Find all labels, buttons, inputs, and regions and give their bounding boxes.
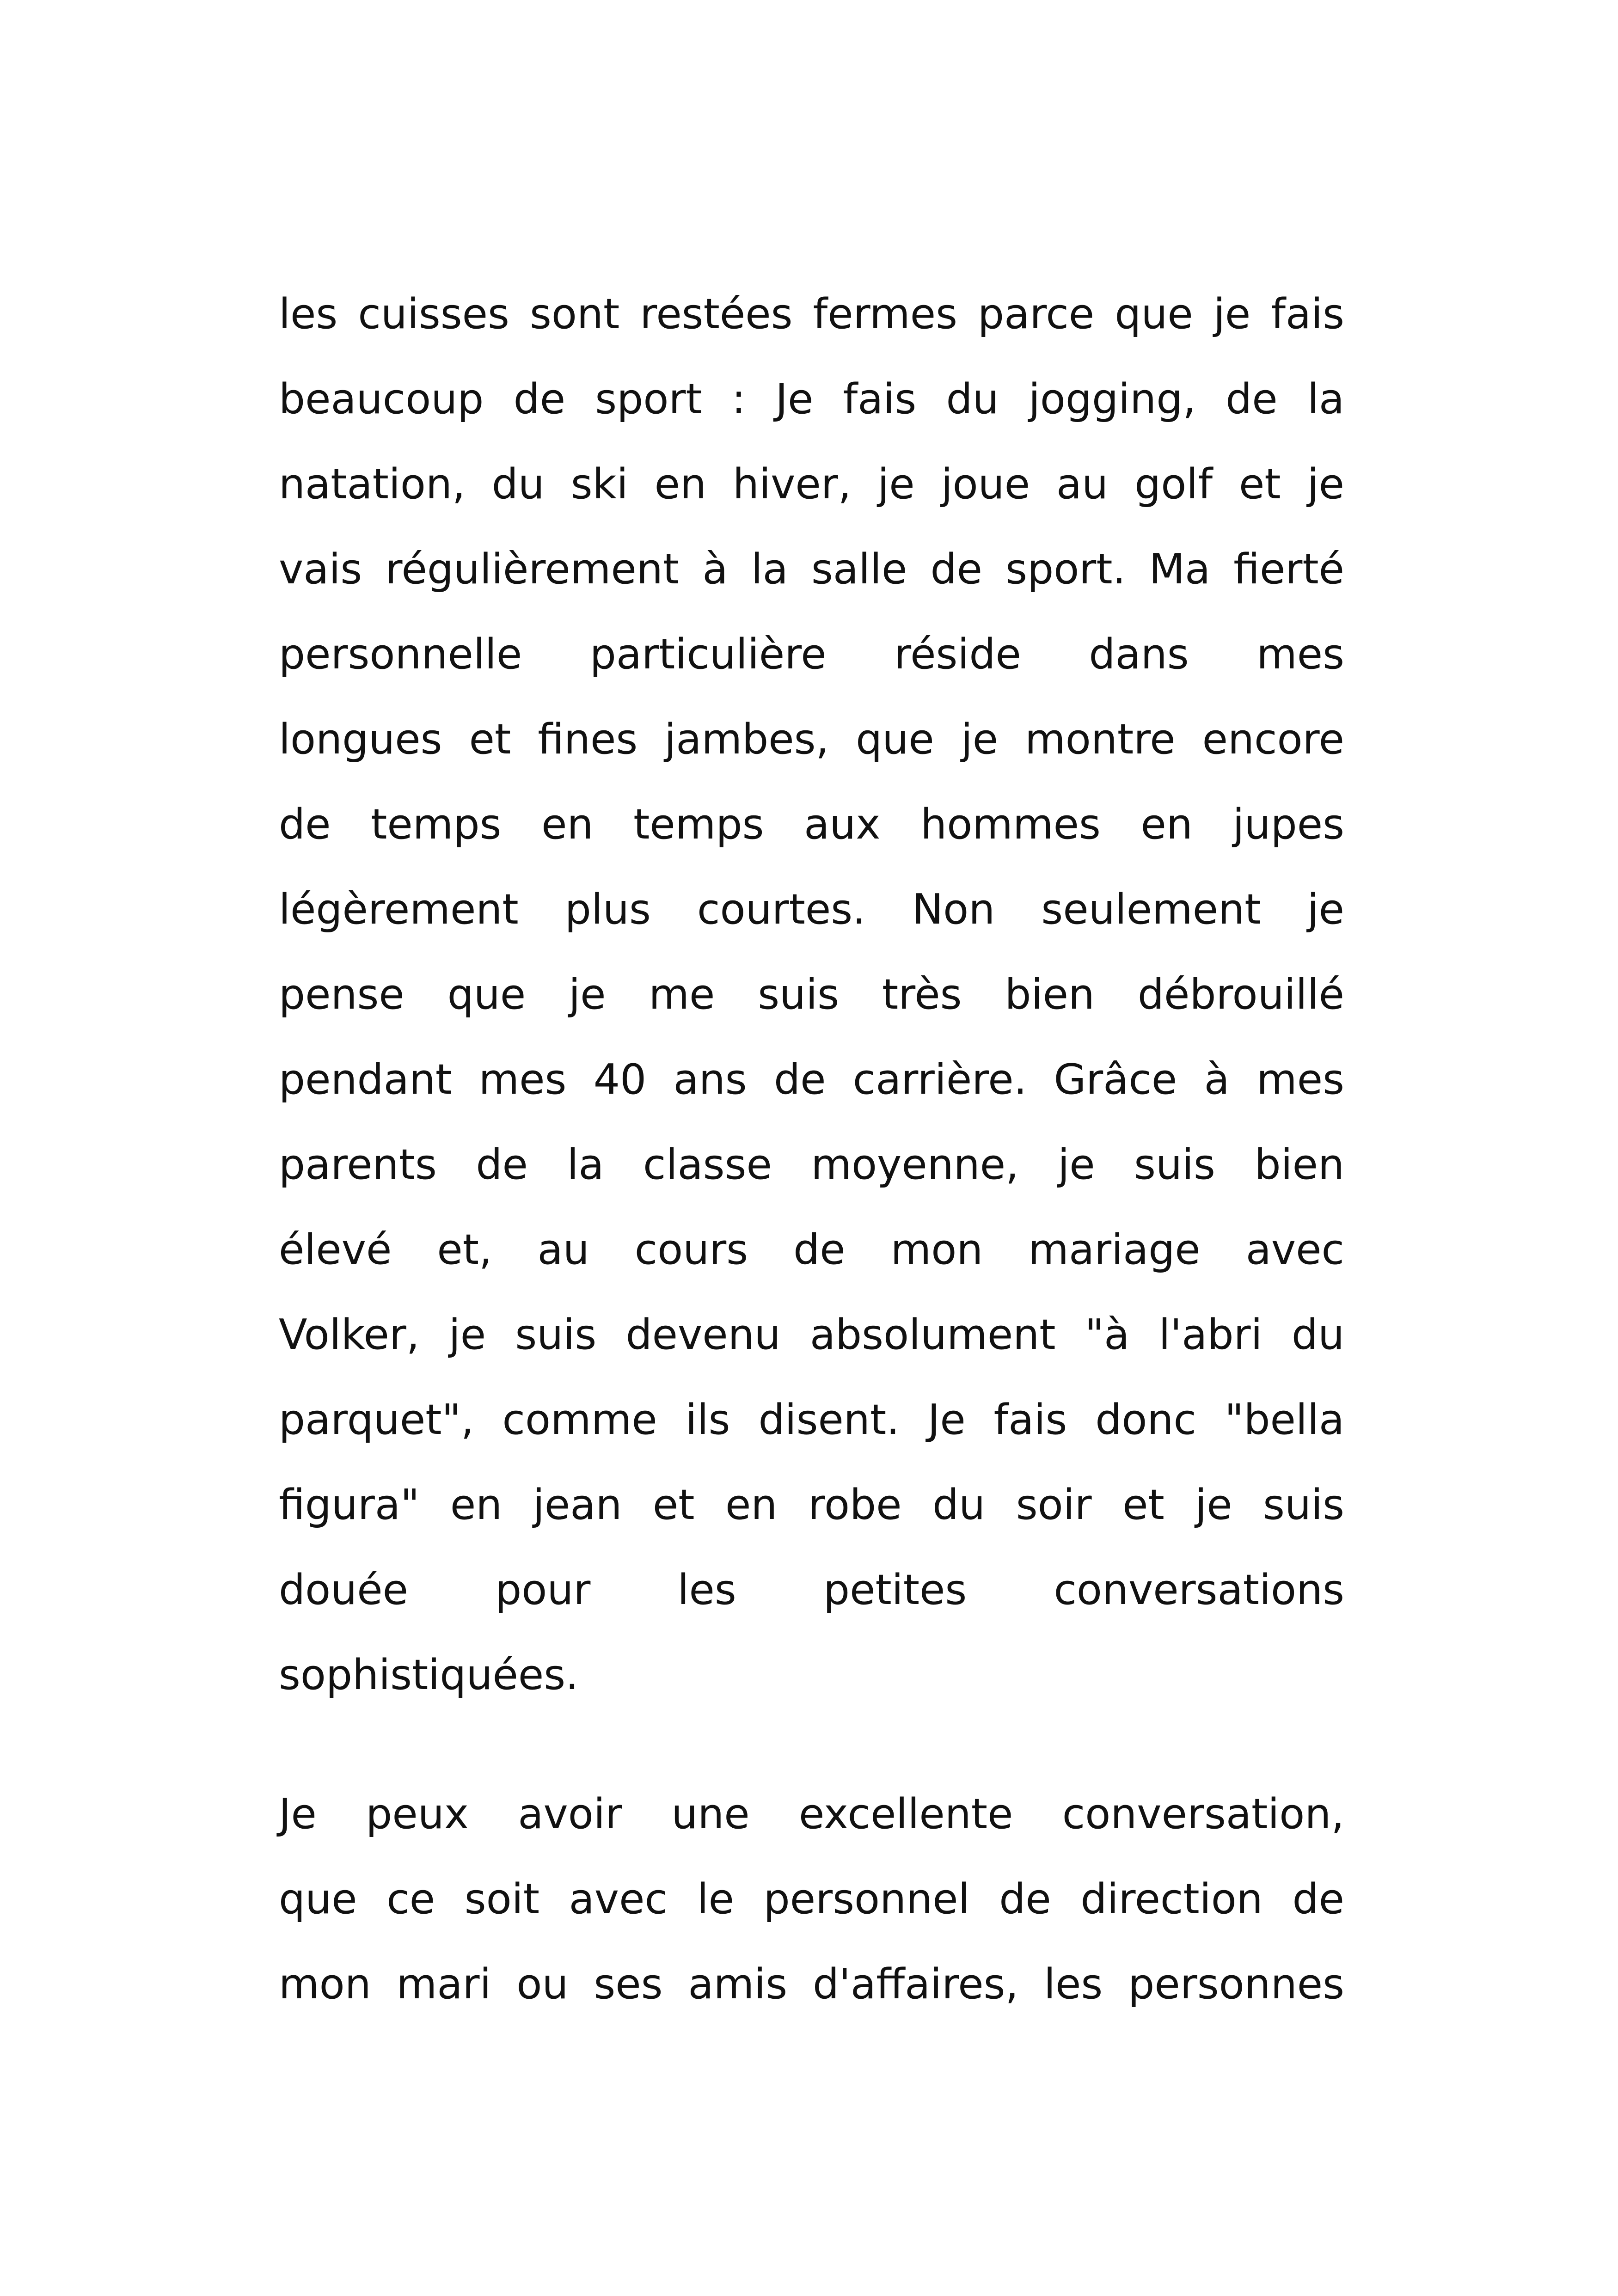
- text-line: Volker, je suis devenu absolument "à l'abri du: [279, 1310, 1344, 1359]
- text-line: figura" en jean et en robe du soir et je suis: [279, 1481, 1344, 1529]
- text-line: personnelle particulière réside dans mes: [279, 630, 1344, 679]
- text-line: que ce soit avec le personnel de direction de: [279, 1875, 1344, 1923]
- text-line: de temps en temps aux hommes en jupes: [279, 800, 1344, 849]
- text-line: mon mari ou ses amis d'affaires, les personnes: [279, 1960, 1344, 2008]
- text-line: beaucoup de sport : Je fais du jogging, de la: [279, 375, 1344, 423]
- text-line: longues et fines jambes, que je montre encore: [279, 715, 1344, 764]
- text-line: douée pour les petites conversations: [279, 1566, 1344, 1614]
- text-line: parquet", comme ils disent. Je fais donc "bella: [279, 1396, 1344, 1444]
- text-line: pendant mes 40 ans de carrière. Grâce à mes: [279, 1055, 1344, 1104]
- paragraph-2: [279, 1772, 1344, 2027]
- text-line: parents de la classe moyenne, je suis bien: [279, 1140, 1344, 1189]
- text-line: élevé et, au cours de mon mariage avec: [279, 1225, 1344, 1274]
- text-line: sophistiquées.: [279, 1651, 579, 1699]
- text-line: natation, du ski en hiver, je joue au golf et je: [279, 460, 1344, 508]
- text-line: Je peux avoir une excellente conversation,: [279, 1790, 1344, 1838]
- paragraph-1: [279, 272, 1344, 1718]
- text-line: vais régulièrement à la salle de sport. Ma fierté: [279, 545, 1344, 594]
- text-line: les cuisses sont restées fermes parce que je fais: [279, 290, 1344, 338]
- text-line: pense que je me suis très bien débrouillé: [279, 970, 1344, 1019]
- text-line: légèrement plus courtes. Non seulement je: [279, 885, 1344, 934]
